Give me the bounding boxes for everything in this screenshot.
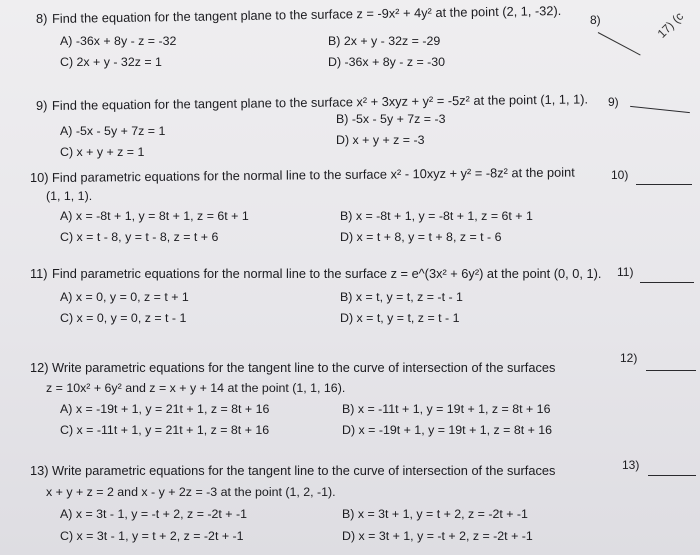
question-10-option-b[interactable]: B) x = -8t + 1, y = -8t + 1, z = 6t + 1 xyxy=(340,209,533,223)
question-11-option-c[interactable]: C) x = 0, y = 0, z = t - 1 xyxy=(60,311,187,325)
answer-label-9: 9) xyxy=(608,95,619,109)
question-13-stem-cont: x + y + z = 2 and x - y + 2z = -3 at the point (1, 2, -1). xyxy=(46,485,336,499)
question-9-stem: Find the equation for the tangent plane to the surface x² + 3xyz + y² = -5z² at the point (1, 1, 1). xyxy=(51,91,589,113)
question-11-stem: Find parametric equations for the normal line to the surface z = e^(3x² + 6y²) at the point (0, 0, 1). xyxy=(52,266,602,281)
question-8-option-a[interactable]: A) -36x + 8y - z = -32 xyxy=(60,34,177,48)
question-8-option-c[interactable]: C) 2x + y - 32z = 1 xyxy=(60,55,162,69)
question-13-option-c[interactable]: C) x = 3t - 1, y = t + 2, z = -2t + -1 xyxy=(60,529,244,543)
question-12-stem-cont: z = 10x² + 6y² and z = x + y + 14 at the point (1, 1, 16). xyxy=(46,381,346,395)
question-11-number: 11) xyxy=(30,266,48,281)
question-8-number: 8) xyxy=(36,11,48,26)
question-12-number: 12) xyxy=(30,360,49,375)
question-9-number: 9) xyxy=(36,98,48,113)
answer-blank-13[interactable] xyxy=(648,475,696,476)
question-13-number: 13) xyxy=(30,463,49,478)
question-13-option-d[interactable]: D) x = 3t + 1, y = -t + 2, z = -2t + -1 xyxy=(342,529,533,543)
question-10-stem-cont: (1, 1, 1). xyxy=(46,189,93,203)
answer-label-11: 11) xyxy=(617,265,634,279)
question-9-option-b[interactable]: B) -5x - 5y + 7z = -3 xyxy=(336,112,446,126)
corner-note: 17) (c xyxy=(654,9,687,41)
question-8-stem: Find the equation for the tangent plane to the surface z = -9x² + 4y² at the point (2, 1, -32). xyxy=(51,3,562,26)
question-10-option-a[interactable]: A) x = -8t + 1, y = 8t + 1, z = 6t + 1 xyxy=(60,209,249,223)
question-12-option-a[interactable]: A) x = -19t + 1, y = 21t + 1, z = 8t + 16 xyxy=(60,402,270,416)
question-8-option-b[interactable]: B) 2x + y - 32z = -29 xyxy=(328,34,441,48)
answer-blank-10[interactable] xyxy=(636,184,692,185)
question-12-option-c[interactable]: C) x = -11t + 1, y = 21t + 1, z = 8t + 16 xyxy=(60,423,270,437)
question-11-option-b[interactable]: B) x = t, y = t, z = -t - 1 xyxy=(340,290,463,304)
question-10-number: 10) xyxy=(30,170,49,185)
answer-label-8: 8) xyxy=(590,13,601,27)
answer-label-12: 12) xyxy=(620,351,638,365)
answer-label-10: 10) xyxy=(611,168,629,182)
question-10-stem: Find parametric equations for the normal line to the surface x² - 10xyz + y² = -8z² at the point xyxy=(51,164,575,185)
question-12-stem: Write parametric equations for the tangent line to the curve of intersection of the surfaces xyxy=(52,360,556,375)
question-13-stem: Write parametric equations for the tangent line to the curve of intersection of the surfaces xyxy=(52,463,556,478)
question-12-option-d[interactable]: D) x = -19t + 1, y = 19t + 1, z = 8t + 16 xyxy=(342,423,553,437)
question-11-option-a[interactable]: A) x = 0, y = 0, z = t + 1 xyxy=(60,290,189,304)
answer-label-13: 13) xyxy=(622,458,640,472)
question-11-option-d[interactable]: D) x = t, y = t, z = t - 1 xyxy=(340,311,460,325)
question-12-option-b[interactable]: B) x = -11t + 1, y = 19t + 1, z = 8t + 16 xyxy=(342,402,551,416)
answer-blank-9[interactable] xyxy=(630,106,690,113)
question-13-option-b[interactable]: B) x = 3t + 1, y = t + 2, z = -2t + -1 xyxy=(342,507,528,521)
question-10-option-d[interactable]: D) x = t + 8, y = t + 8, z = t - 6 xyxy=(340,230,502,244)
question-9-option-d[interactable]: D) x + y + z = -3 xyxy=(336,133,425,147)
answer-blank-11[interactable] xyxy=(640,282,694,283)
question-10-option-c[interactable]: C) x = t - 8, y = t - 8, z = t + 6 xyxy=(60,230,219,244)
question-9-option-c[interactable]: C) x + y + z = 1 xyxy=(60,145,145,159)
question-9-option-a[interactable]: A) -5x - 5y + 7z = 1 xyxy=(60,124,166,138)
question-13-option-a[interactable]: A) x = 3t - 1, y = -t + 2, z = -2t + -1 xyxy=(60,507,247,521)
answer-blank-12[interactable] xyxy=(646,370,696,371)
margin-stroke xyxy=(598,32,641,55)
question-8-option-d[interactable]: D) -36x + 8y - z = -30 xyxy=(328,55,446,69)
